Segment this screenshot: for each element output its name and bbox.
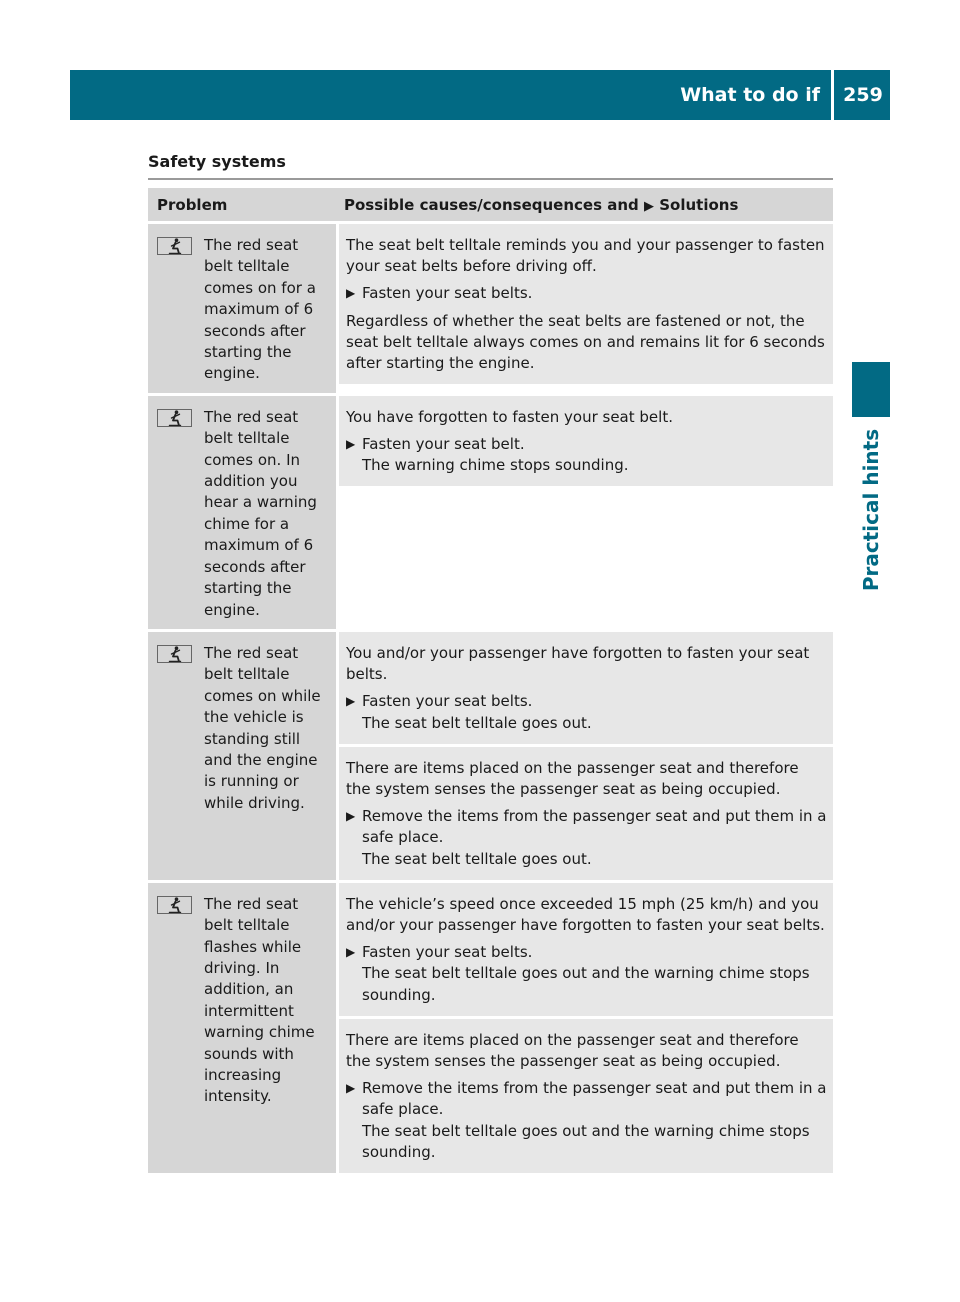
seat-belt-icon bbox=[157, 409, 192, 427]
solution-block bbox=[339, 883, 833, 1016]
step-action: Fasten your seat belt. bbox=[362, 435, 525, 454]
step-action: Fasten your seat belts. bbox=[362, 943, 533, 962]
header-solutions bbox=[336, 196, 833, 214]
solutions-cell bbox=[339, 396, 833, 629]
solution-cause: You and/or your passenger have forgotten to fasten your seat belts. bbox=[346, 643, 810, 684]
solution-step bbox=[346, 691, 827, 733]
problem-cell bbox=[148, 883, 336, 1173]
step-result: The seat belt telltale goes out and the warning chime stops sounding. bbox=[362, 1121, 810, 1161]
table-row bbox=[148, 883, 833, 1173]
solution-step bbox=[346, 283, 827, 304]
header-problem: Problem bbox=[157, 195, 228, 214]
step-action: Remove the items from the passenger seat and put them in a safe place. bbox=[362, 1079, 827, 1119]
page-number: 259 bbox=[843, 84, 883, 106]
step-action: Remove the items from the passenger seat and put them in a safe place. bbox=[362, 807, 827, 847]
solution-block bbox=[339, 224, 833, 384]
solution-block bbox=[339, 1019, 833, 1173]
step-text bbox=[362, 942, 827, 1006]
arrow-icon: ▶ bbox=[346, 1081, 356, 1096]
solutions-cell bbox=[339, 883, 833, 1173]
step-text bbox=[362, 434, 827, 476]
seat-belt-icon-graphic bbox=[168, 897, 182, 913]
solution-block bbox=[339, 632, 833, 744]
table-header bbox=[148, 188, 833, 221]
table-row bbox=[148, 632, 833, 880]
problem-cell bbox=[148, 632, 336, 880]
solution-block bbox=[339, 396, 833, 487]
arrow-icon: ▶ bbox=[346, 437, 356, 452]
arrow-icon: ▶ bbox=[346, 809, 356, 824]
side-tab-block bbox=[852, 362, 890, 417]
arrow-icon: ▶ bbox=[644, 198, 655, 214]
header-solutions-a: Possible causes/consequences and bbox=[344, 195, 639, 214]
step-result: The warning chime stops sounding. bbox=[362, 456, 629, 475]
solution-step bbox=[346, 1078, 827, 1163]
solution-step bbox=[346, 806, 827, 870]
step-action: Fasten your seat belts. bbox=[362, 284, 533, 303]
table-body bbox=[148, 224, 833, 1173]
solution-step bbox=[346, 942, 827, 1006]
step-text bbox=[362, 806, 827, 870]
step-result: The seat belt telltale goes out. bbox=[362, 713, 592, 732]
problem-text: The red seat belt telltale comes on while the vehicle is standing still and the engine is running or while driving. bbox=[204, 643, 321, 812]
seat-belt-icon-graphic bbox=[168, 410, 182, 426]
solution-cause: The vehicle’s speed once exceeded 15 mph (25 km/h) and you and/or your passenger have forgotten to fasten your seat belts. bbox=[346, 894, 825, 934]
step-text bbox=[362, 691, 827, 733]
solution-cause: There are items placed on the passenger seat and therefore the system senses the passenger seat as being occupied. bbox=[346, 758, 799, 798]
header-solutions-b: Solutions bbox=[659, 195, 739, 214]
header-divider bbox=[831, 70, 834, 120]
seat-belt-icon bbox=[157, 896, 192, 914]
solution-cause: The seat belt telltale reminds you and your passenger to fasten your seat belts before driving off. bbox=[346, 236, 825, 276]
step-action: Fasten your seat belts. bbox=[362, 692, 533, 711]
solutions-cell bbox=[339, 224, 833, 393]
section-title: Safety systems bbox=[148, 152, 286, 171]
problem-text: The red seat belt telltale comes on. In addition you hear a warning chime for a maximum of 6 seconds after starting the engine. bbox=[204, 407, 317, 619]
seat-belt-icon bbox=[157, 237, 192, 255]
solution-note: Regardless of whether the seat belts are fastened or not, the seat belt telltale always comes on and remains lit for 6 seconds after starting the engine. bbox=[346, 311, 825, 373]
side-tab bbox=[852, 425, 890, 595]
seat-belt-icon bbox=[157, 645, 192, 663]
step-text bbox=[362, 1078, 827, 1163]
seat-belt-icon-graphic bbox=[168, 646, 182, 662]
problem-table bbox=[148, 188, 833, 1173]
problem-cell bbox=[148, 224, 336, 393]
step-result: The seat belt telltale goes out and the warning chime stops sounding. bbox=[362, 964, 810, 1004]
solution-cause: There are items placed on the passenger seat and therefore the system senses the passenger seat as being occupied. bbox=[346, 1030, 799, 1070]
table-row bbox=[148, 224, 833, 393]
side-tab-label: Practical hints bbox=[859, 428, 884, 592]
step-result: The seat belt telltale goes out. bbox=[362, 849, 592, 868]
arrow-icon: ▶ bbox=[346, 286, 356, 301]
solution-cause: You have forgotten to fasten your seat belt. bbox=[346, 407, 673, 426]
table-row bbox=[148, 396, 833, 629]
section-divider bbox=[148, 178, 833, 180]
arrow-icon: ▶ bbox=[346, 694, 356, 709]
problem-text: The red seat belt telltale flashes while driving. In addition, an intermittent warning chime sounds with increasing intensity. bbox=[204, 894, 315, 1106]
solutions-cell bbox=[339, 632, 833, 880]
step-text bbox=[362, 283, 827, 304]
solution-block bbox=[339, 747, 833, 880]
problem-text: The red seat belt telltale comes on for a maximum of 6 seconds after starting the engine. bbox=[204, 236, 316, 383]
arrow-icon: ▶ bbox=[346, 945, 356, 960]
chapter-title: What to do if ... bbox=[680, 84, 820, 156]
problem-cell bbox=[148, 396, 336, 629]
seat-belt-icon-graphic bbox=[168, 238, 182, 254]
solution-step bbox=[346, 434, 827, 476]
